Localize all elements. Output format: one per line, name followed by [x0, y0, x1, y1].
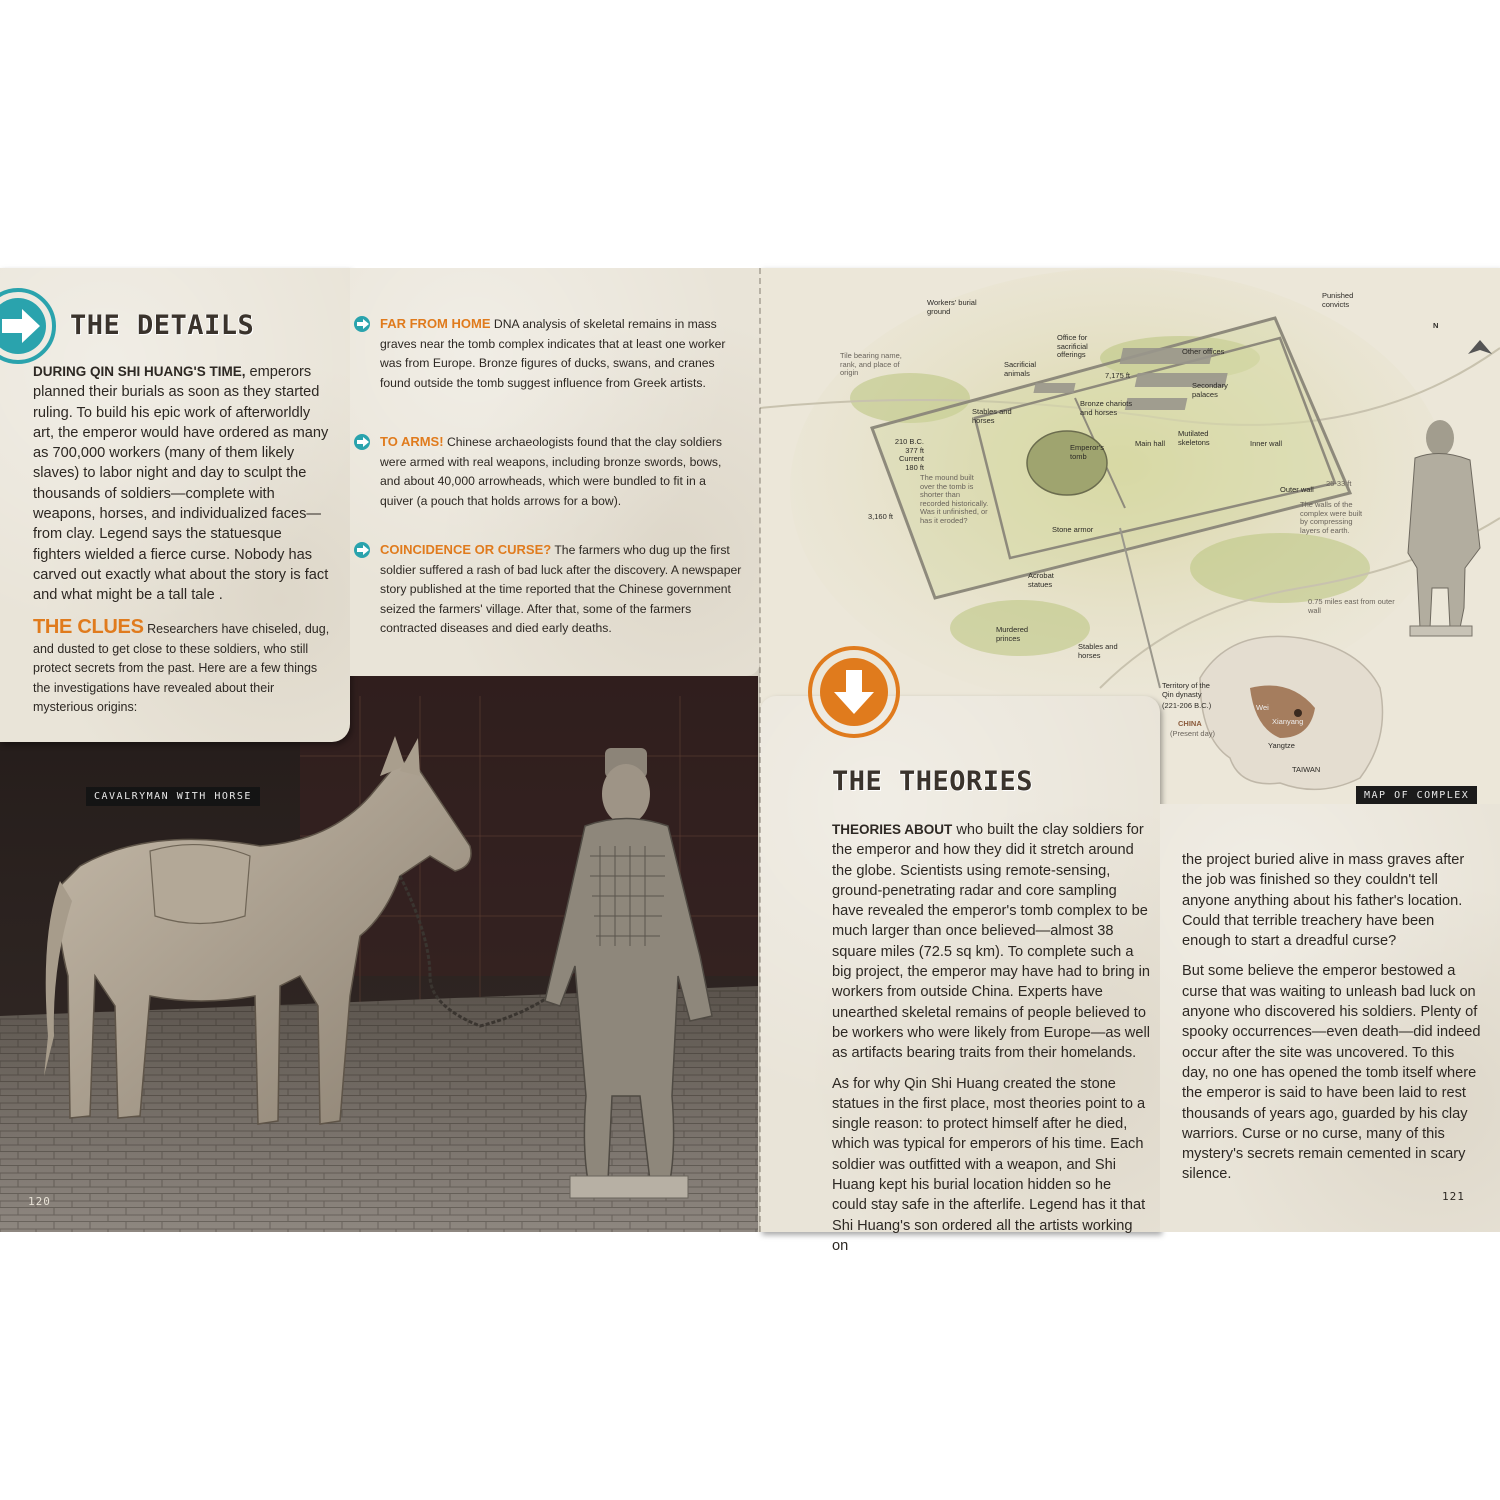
details-body [33, 362, 333, 606]
map-label-mound: The mound built over the tomb is shorter than recorded historically. Was it unfinished, or has it eroded? [920, 473, 989, 525]
map-label-other-offices: Other offices [1182, 347, 1225, 356]
map-label-punished: Punished convicts [1322, 291, 1354, 309]
clue-coincidence-or-curse [380, 540, 742, 639]
details-lead: DURING QIN SHI HUANG'S TIME, [33, 364, 246, 379]
details-heading: THE DETAILS [70, 310, 255, 341]
clues-intro-block [33, 618, 333, 718]
map-label-murdered: Murdered princes [996, 625, 1029, 643]
clue-text: Chinese archaeologists found that the clay soldiers were armed with real weapons, including bronze swords, bows, and about 40,000 arrowheads, which were bundled to fit in a quiver (a pouch that holds arrows for a bow). [380, 435, 723, 508]
map-caption-tag [1356, 786, 1477, 805]
photo-caption-text: CAVALRYMAN WITH HORSE [94, 791, 252, 802]
map-label-present: (Present day) [1170, 729, 1216, 738]
map-label-north: N [1433, 321, 1439, 330]
map-label-tile: Tile bearing name, rank, and place of origin [840, 351, 902, 377]
map-label-inner-wall: Inner wall [1250, 439, 1283, 448]
details-text: emperors planned their burials as soon as they started ruling. To build his epic work of afterworldly art, the emperor would have ordered as many as 700,000 workers (many of them likely slaves) to labor night and day to sculpt the thousands of soldiers—complete with weapons, horses, and individualized faces—from clay. Legend says the statuesque fighters wielded a fierce curse. Nobody has carved out exactly what about the story is fact and what might be a tall tale . [33, 364, 329, 604]
map-label-yangtze: Yangtze [1268, 741, 1295, 750]
small-arrow-icon [354, 316, 374, 332]
map-label-office: Office for sacrificial offerings [1057, 333, 1088, 359]
clue-label: FAR FROM HOME [380, 316, 491, 331]
tomb-mound [1027, 431, 1107, 495]
map-label-stables1: Stables and horses [972, 407, 1012, 425]
clue-label: COINCIDENCE OR CURSE? [380, 542, 552, 557]
map-label-main-hall: Main hall [1135, 439, 1166, 448]
map-label-wei: Wei [1256, 703, 1269, 712]
photo-cavalryman [0, 676, 758, 1232]
clue-to-arms [380, 432, 742, 511]
map-label-acrobat: Acrobat statues [1028, 571, 1054, 589]
theories-p3: the project buried alive in mass graves after the job was finished so they couldn't tell anyone anything about his father's location. Could that terrible treachery have been enough to start a dreadful curse? [1182, 852, 1465, 950]
theories-continued-body [1182, 850, 1482, 1185]
map-label-china: CHINA [1178, 719, 1202, 728]
clue-label: TO ARMS! [380, 434, 444, 449]
theories-heading: THE THEORIES [832, 766, 1034, 797]
terracotta-photo [0, 676, 758, 1232]
arrow-right-icon [0, 286, 58, 366]
theories-panel [760, 696, 1160, 1254]
theories-p1: who built the clay soldiers for the emperor and how they did it stretch around the globe. Scientists using remote-sensing, ground-penetrating radar and core sampling have revealed the emperor's tomb complex to be much larger than once believed—almost 38 square miles (72.5 sq km). To complete such a big project, the emperor may have had to bring in workers from outside China. Experts have unearthed skeletal remains of people believed to be workers who were likely from Europe—as well as artifacts bearing traits from their homelands. [832, 822, 1150, 1062]
photo-caption-tag [86, 787, 260, 806]
map-caption-text: MAP OF COMPLEX [1364, 790, 1470, 801]
map-label-stone-armor: Stone armor [1052, 525, 1094, 534]
small-arrow-icon [354, 542, 374, 558]
theories-p2: As for why Qin Shi Huang created the stone statues in the first place, most theories point to a single reason: to protect himself after he died, which was typical for emperors of his time. Each soldier was outfitted with a weapon, and Shi Huang kept his burial location hidden so he could stay safe in the afterlife. Legend has it that Shi Huang's son ordered all the artists working on [832, 1075, 1146, 1254]
map-label-tomb: Emperor's tomb [1070, 443, 1104, 461]
clues-intro: Researchers have chiseled, dug, and dusted to get close to these soldiers, who still protect secrets from the past. Here are a few things the investigations have revealed about their mysterious origins: [33, 622, 330, 714]
clues-heading: THE CLUES [33, 616, 144, 638]
theories-body [832, 820, 1150, 1256]
clue-text: The farmers who dug up the first soldier suffered a rash of bad luck after the discovery. A newspaper story published at the time reported that the Chinese government seized the farmers' village. After that, some of the farmers contracted diseases and died early deaths. [380, 543, 742, 635]
theories-p4: But some believe the emperor bestowed a curse that was waiting to unleash bad luck on anyone who discovered his soldiers. Plenty of spooky occurrences—even death—did indeed occur after the site was uncovered. To this day, no one has opened the tomb itself where the emperor is said to have been laid to rest thousands of years ago, guarded by his clay warriors. Curse or no curse, many of this mystery's secrets remain cemented in scary silence. [1182, 963, 1481, 1183]
map-label-mutilated: Mutilated skeletons [1178, 429, 1210, 447]
map-label-walls-note: The walls of the complex were built by compressing layers of earth. [1300, 500, 1363, 535]
page-number-right: 121 [1442, 1190, 1465, 1203]
clue-far-from-home [380, 314, 742, 393]
map-label-secondary: Secondary palaces [1192, 381, 1228, 399]
clues-list-panel [350, 268, 760, 676]
map-label-wall-height: 25-33 ft [1326, 479, 1352, 488]
theories-continued-panel [1160, 804, 1500, 1232]
theories-lead: THEORIES ABOUT [832, 822, 953, 837]
map-label-bronze: Bronze chariots and horses [1080, 399, 1133, 417]
map-label-distance-pits: 0.75 miles east from outer wall [1308, 597, 1395, 615]
details-panel [0, 268, 350, 742]
page-number-left: 120 [28, 1195, 51, 1208]
map-label-stables2: Stables and horses [1078, 642, 1118, 660]
map-label-sacrificial: Sacrificial animals [1004, 360, 1037, 378]
map-label-height: 210 B.C. 377 ft Current 180 ft [894, 437, 924, 472]
clue-text: DNA analysis of skeletal remains in mass graves near the tomb complex indicates that at least one worker was from Europe. Bronze figures of ducks, swans, and cranes found outside the tomb suggest influence from Greek artists. [380, 317, 726, 390]
map-label-taiwan: TAIWAN [1292, 765, 1321, 774]
map-label-dist2: 3,160 ft [868, 512, 894, 521]
map-label-outer-wall: Outer wall [1280, 485, 1314, 494]
map-label-dist1: 7,175 ft [1105, 371, 1131, 380]
small-arrow-icon [354, 434, 374, 450]
magazine-spread [0, 268, 1500, 1254]
gutter-line [759, 268, 761, 1232]
map-label-territory-dates: (221-206 B.C.) [1162, 701, 1212, 710]
arrow-down-icon [804, 642, 904, 742]
map-label-workers-burial: Workers' burial ground [927, 298, 977, 316]
map-label-xianyang: Xianyang [1272, 717, 1304, 726]
map-label-territory: Territory of the Qin dynasty [1162, 681, 1210, 699]
